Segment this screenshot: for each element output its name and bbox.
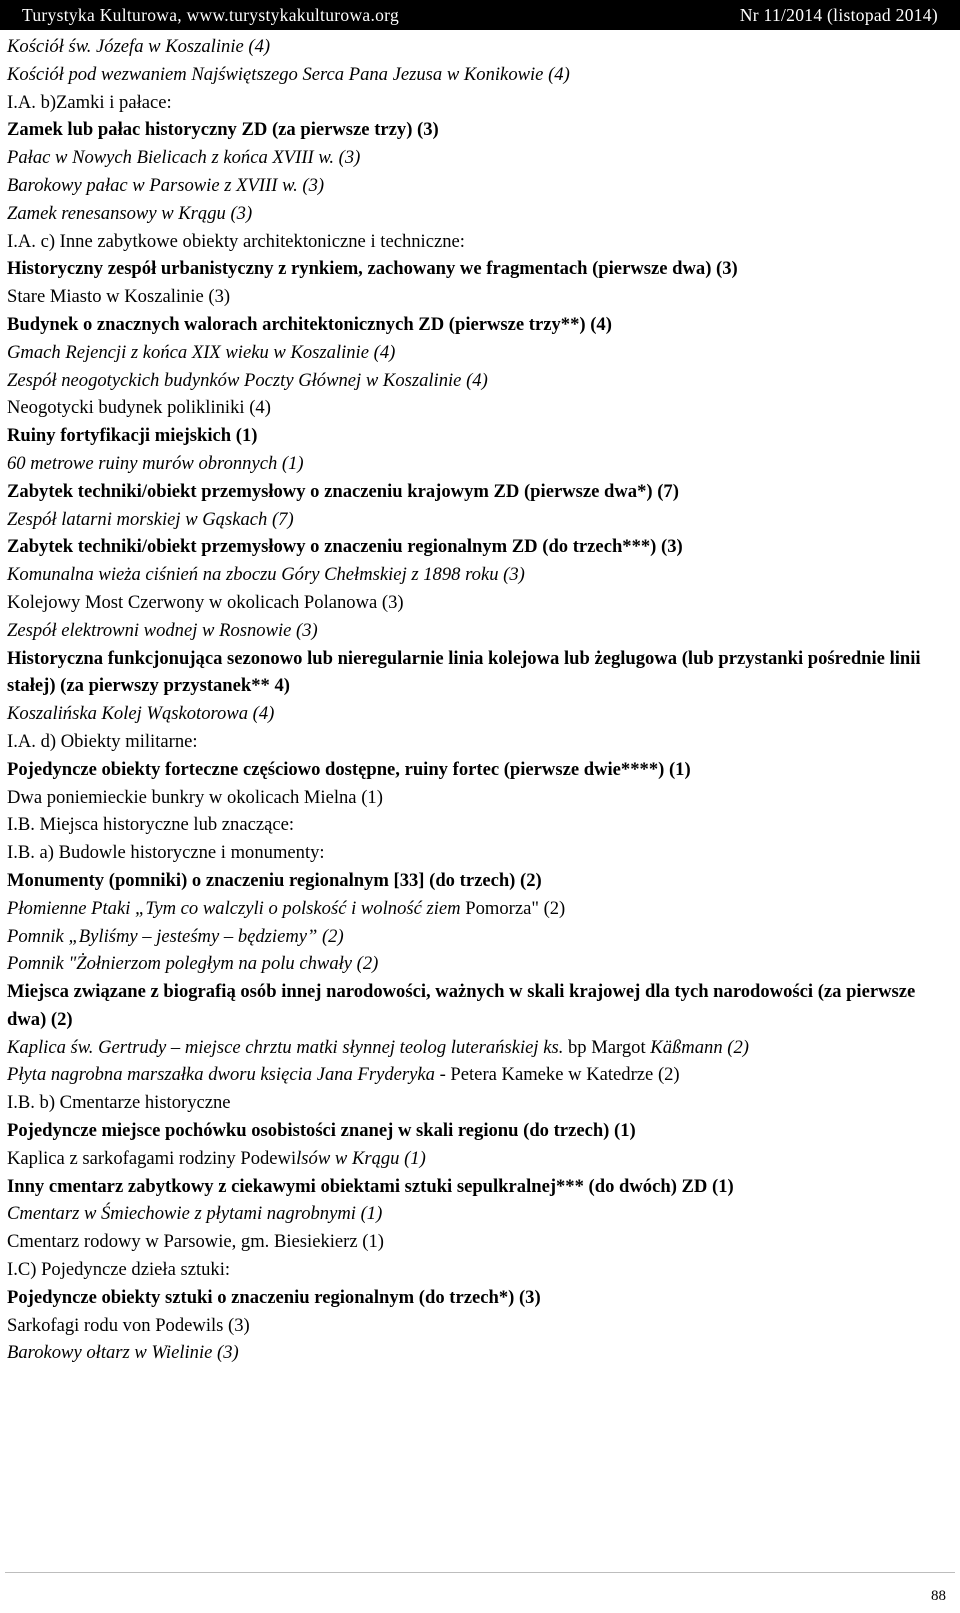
text-line [7,1145,957,1173]
document-body [7,33,957,1367]
text-line: I.B. a) Budowle historyczne i monumenty: [7,842,325,864]
text-line: I.B. b) Cmentarze historyczne [7,1092,231,1114]
text-segment: Pomorza" (2) [465,897,566,919]
footer-divider [5,1572,955,1573]
text-segment: lsów w Krągu (1) [296,1147,426,1169]
text-line: Pałac w Nowych Bielicach z końca XVIII w. (3) [7,147,361,169]
text-line: Zespół neogotyckich budynków Poczty Głównej w Koszalinie (4) [7,369,488,391]
text-line: Kościół św. Józefa w Koszalinie (4) [7,36,271,57]
text-segment: Płyta nagrobna marszałka dworu księcia Jana Fryderyka [7,1064,435,1086]
text-line: Barokowy pałac w Parsowie z XVIII w. (3) [7,174,325,196]
page-number: 88 [931,1588,946,1604]
text-line: Pomnik „Byliśmy – jesteśmy – będziemy” (2) [7,925,344,947]
text-line: Cmentarz w Śmiechowie z płytami nagrobnymi (1) [7,1203,383,1225]
text-line: Dwa poniemieckie bunkry w okolicach Mielna (1) [7,786,383,808]
text-line: Koszalińska Kolej Wąskotorowa (4) [7,703,275,725]
text-line [7,1034,957,1062]
text-line: Komunalna wieża ciśnień na zboczu Góry Chełmskiej z 1898 roku (3) [7,564,525,586]
text-line: Historyczny zespół urbanistyczny z rynkiem, zachowany we fragmentach (pierwsze dwa) (3) [7,258,738,280]
text-line: Zespół elektrowni wodnej w Rosnowie (3) [7,619,318,641]
text-segment: - Petera Kameke w Katedrze (2) [434,1064,680,1086]
text-line: Monumenty (pomniki) o znaczeniu regionalnym [33] (do trzech) (2) [7,869,542,891]
text-line [7,895,957,923]
text-line [7,1061,957,1089]
text-line: Budynek o znacznych walorach architektonicznych ZD (pierwsze trzy**) (4) [7,313,612,335]
text-line: Neogotycki budynek polikliniki (4) [7,397,271,419]
issue-number: Nr 11/2014 (listopad 2014) [739,4,938,25]
text-line: Zamek renesansowy w Krągu (3) [7,202,253,224]
text-line: Pojedyncze obiekty sztuki o znaczeniu regionalnym (do trzech*) (3) [7,1286,541,1308]
text-line: Sarkofagi rodu von Podewils (3) [7,1314,250,1336]
text-line: Zabytek techniki/obiekt przemysłowy o znaczeniu krajowym ZD (pierwsze dwa*) (7) [7,480,679,502]
text-line: I.C) Pojedyncze dzieła sztuki: [7,1259,231,1281]
text-line: Pomnik "Żołnierzom poległym na polu chwały (2) [7,953,379,975]
text-line: Cmentarz rodowy w Parsowie, gm. Biesiekierz (1) [7,1231,384,1253]
text-line: Pojedyncze miejsce pochówku osobistości znanej w skali regionu (do trzech) (1) [7,1120,636,1142]
text-line: Gmach Rejencji z końca XIX wieku w Koszalinie (4) [7,341,396,363]
text-segment: bp Margot [568,1036,651,1058]
text-segment: Käßmann (2) [650,1036,749,1058]
text-line: Zabytek techniki/obiekt przemysłowy o znaczeniu regionalnym ZD (do trzech***) (3) [7,536,683,558]
text-line: Zespół latarni morskiej w Gąskach (7) [7,508,294,530]
text-line: I.A. c) Inne zabytkowe obiekty architektoniczne i techniczne: [7,230,465,252]
text-line: 60 metrowe ruiny murów obronnych (1) [7,452,304,474]
text-line: Inny cmentarz zabytkowy z ciekawymi obiektami sztuki sepulkralnej*** (do dwóch) ZD (1) [7,1175,734,1197]
text-line: I.B. Miejsca historyczne lub znaczące: [7,814,295,836]
text-line: Stare Miasto w Koszalinie (3) [7,286,231,308]
text-line: Pojedyncze obiekty forteczne częściowo dostępne, ruiny fortec (pierwsze dwie****) (1) [7,758,691,780]
text-line: Miejsca związane z biografią osób innej narodowości, ważnych w skali krajowej dla tych narodowości (za pierwsze dwa) (2) [7,981,916,1030]
text-segment: Płomienne Ptaki „Tym co walczyli o polskość i wolność ziem [7,897,466,919]
journal-title: Turystyka Kulturowa, www.turystykakulturowa.org [22,4,400,25]
text-line: Kolejowy Most Czerwony w okolicach Polanowa (3) [7,591,404,613]
text-line: Barokowy ołtarz w Wielinie (3) [7,1342,239,1364]
text-line: Kościół pod wezwaniem Najświętszego Serca Pana Jezusa w Konikowie (4) [7,63,570,85]
text-segment: Kaplica św. Gertrudy – miejsce chrztu matki słynnej teolog luterańskiej ks. [7,1036,568,1058]
text-line: Ruiny fortyfikacji miejskich (1) [7,425,258,447]
text-line: I.A. b)Zamki i pałace: [7,91,172,113]
text-line: Zamek lub pałac historyczny ZD (za pierwsze trzy) (3) [7,119,439,141]
text-line: I.A. d) Obiekty militarne: [7,730,198,752]
page-header [0,0,960,30]
text-line: Historyczna funkcjonująca sezonowo lub nieregularnie linia kolejowa lub żeglugowa (lub przystanki pośrednie linii stałej) (za pierwszy przystanek** 4) [7,647,921,697]
text-segment: Kaplica z sarkofagami rodziny Podewi [7,1147,297,1169]
